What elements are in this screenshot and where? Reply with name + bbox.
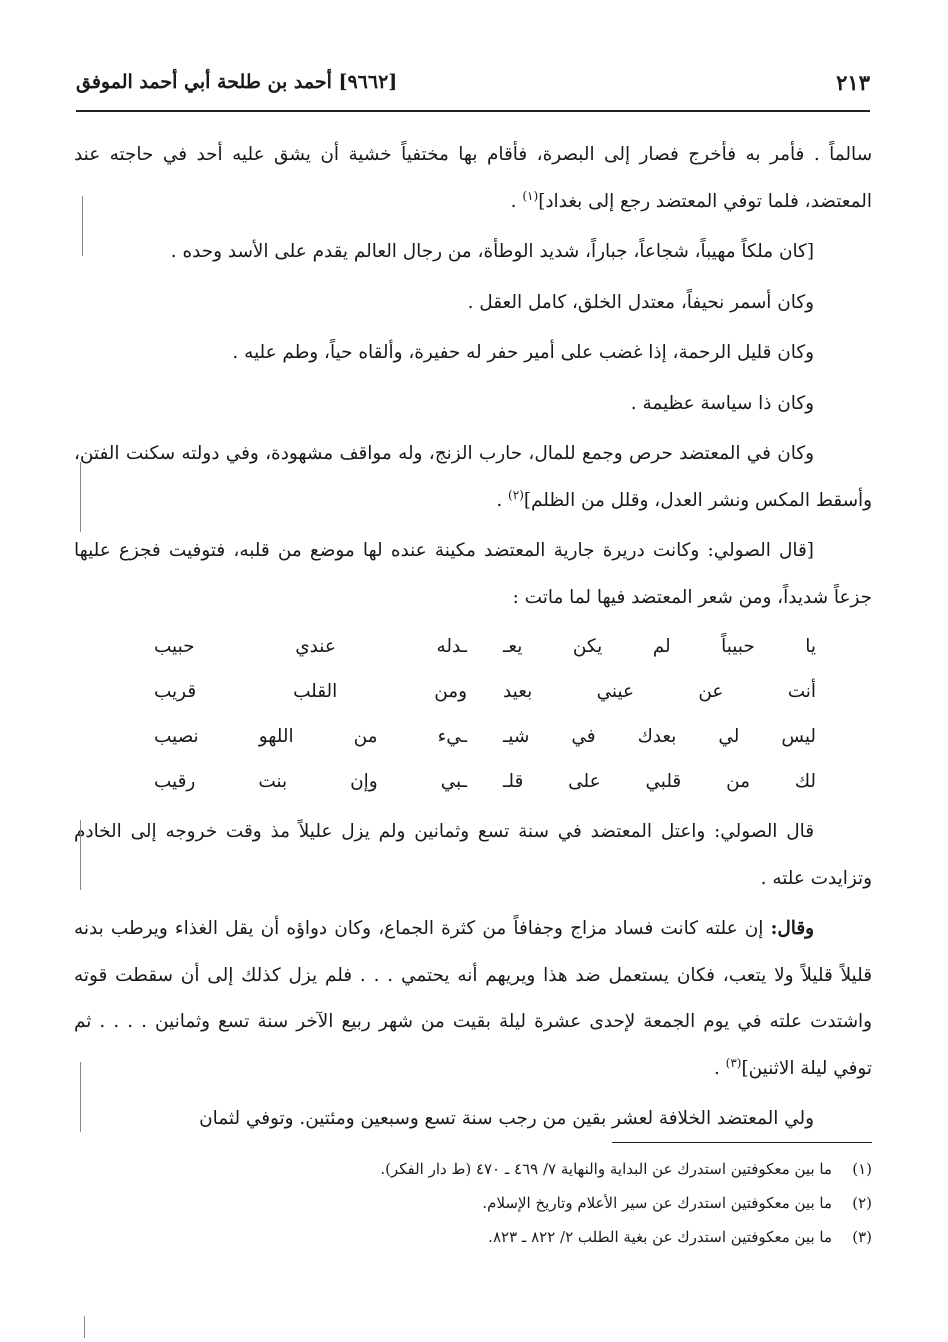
paragraph: وكان ذا سياسة عظيمة . xyxy=(630,392,814,414)
verse-first-hemistich: أنت عن عيني بعيد xyxy=(503,681,816,703)
paragraph: وكان أسمر نحيفاً، معتدل الخلق، كامل العقل . xyxy=(467,291,814,313)
verse-second-hemistich: ـدله عندي حبيب xyxy=(154,636,467,658)
header-rule xyxy=(76,110,870,112)
paragraph: وكان قليل الرحمة، إذا غضب على أمير حفر له حفيرة، وألقاه حياً، وطم عليه . xyxy=(232,342,814,363)
footnote-text: ما بين معكوفتين استدرك عن سير الأعلام وتاريخ الإسلام. xyxy=(482,1194,832,1212)
verse xyxy=(74,625,872,670)
footnote-ref: (٢) xyxy=(508,487,524,502)
footnote-text: ما بين معكوفتين استدرك عن بغية الطلب ٢/ ٨٢٢ ـ ٨٢٣. xyxy=(488,1228,832,1246)
footnote xyxy=(74,1220,872,1254)
verse-first-hemistich: يا حبيباً لم يكن يعـ xyxy=(503,636,816,658)
paragraph: وقال: إن علته كانت فساد مزاج وجفافاً من كثرة الجماع، وكان دواؤه أن يقل الغذاء ويرطب بدنه قليلاً قليلاً ولا يتعب، فكان يستعمل ضد هذا ويريهم أنه يحتمي . . . فلم يزل كذلك إلى أن سقطت قوته واشتدت علته في يوم الجمعة لإحدى عشرة ليلة بقيت من شهر ربيع الآخر سنة تسع وثمانين . . . . ثم توفي ليلة الاثنين]$^{(٣)}$ . xyxy=(74,918,872,1079)
paragraph: [قال الصولي: وكانت دريرة جارية المعتضد مكينة عنده لها موضع من قلبه، فتوفيت فجزع عليها جزعاً شديداً، ومن شعر المعتضد فيها لما ماتت : xyxy=(74,540,872,608)
footnote-ref: (٣) xyxy=(725,1055,742,1070)
bold-lead: وقال: xyxy=(770,918,814,939)
verse xyxy=(74,760,872,805)
margin-mark xyxy=(84,1316,85,1338)
footnote-number: (٢) xyxy=(852,1194,872,1212)
verse-second-hemistich: ـيء من اللهو نصيب xyxy=(154,726,467,748)
footnote-rule xyxy=(612,1142,872,1143)
paragraph: ولي المعتضد الخلافة لعشر بقين من رجب سنة تسع وسبعين ومئتين. وتوفي لثمان xyxy=(199,1108,814,1129)
verse-second-hemistich: ـبي وإن بنت رقيب xyxy=(154,771,467,793)
paragraph: سالماً . فأمر به فأخرج فصار إلى البصرة، فأقام بها مختفياً خشية أن يشق عليه أحد في حاجته عند المعتضد، فلما توفي المعتضد رجع إلى بغداد]$^{(١)}$ . xyxy=(74,144,872,212)
main-text xyxy=(74,132,872,1147)
verse-first-hemistich: لك من قلبي على قلـ xyxy=(503,771,816,793)
margin-mark xyxy=(80,462,81,532)
poem xyxy=(74,625,872,805)
page-header xyxy=(76,62,870,102)
verse-first-hemistich: ليس لي بعدك في شيـ xyxy=(503,726,816,748)
verse xyxy=(74,715,872,760)
footnote-text: ما بين معكوفتين استدرك عن البداية والنهاية ٧/ ٤٦٩ ـ ٤٧٠ (ط دار الفكر). xyxy=(380,1160,832,1178)
paragraph: وكان في المعتضد حرص وجمع للمال، حارب الزنج، وله مواقف مشهودة، وفي دولته سكنت الفتن، وأسقط المكس ونشر العدل، وقلل من الظلم]$^{(٢)}$ . xyxy=(74,443,872,511)
paragraph: قال الصولي: واعتل المعتضد في سنة تسع وثمانين ولم يزل عليلاً مذ وقت خروجه إلى الخادم وتزايدت علته . xyxy=(74,821,872,889)
footnote xyxy=(74,1152,872,1186)
margin-mark xyxy=(82,196,83,256)
margin-mark xyxy=(80,1062,81,1132)
margin-mark xyxy=(80,820,81,890)
running-title: [٩٦٦٢] أحمد بن طلحة أبي أحمد الموفق xyxy=(76,71,398,93)
footnote-ref: (١) xyxy=(522,188,539,203)
footnote-number: (١) xyxy=(852,1160,872,1178)
paragraph: [كان ملكاً مهيباً، شجاعاً، جباراً، شديد الوطأة، من رجال العالم يقدم على الأسد وحده . xyxy=(170,241,814,262)
footnotes xyxy=(74,1152,872,1254)
footnote-number: (٣) xyxy=(852,1228,872,1246)
page-number: ٢١٣ xyxy=(836,69,870,95)
footnote xyxy=(74,1186,872,1220)
verse-second-hemistich: ومن القلب قريب xyxy=(154,681,467,703)
verse xyxy=(74,670,872,715)
